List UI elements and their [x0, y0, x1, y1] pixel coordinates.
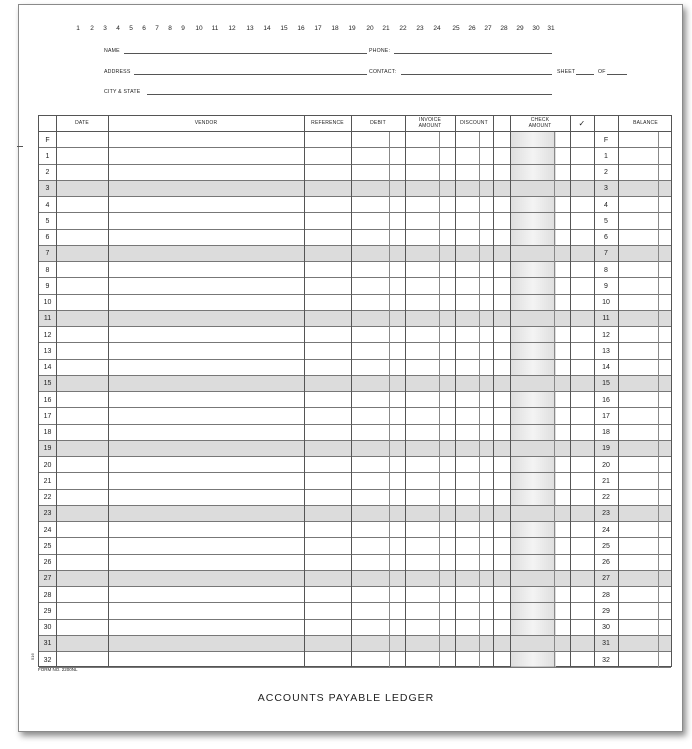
row-number-left: 28	[43, 591, 52, 599]
row-number-right: 31	[602, 640, 610, 648]
day-number: 9	[181, 25, 185, 32]
row-number-right: 32	[602, 656, 610, 664]
day-number: 22	[399, 25, 407, 32]
col-reference: REFERENCE	[311, 119, 344, 126]
column-divider	[618, 116, 619, 667]
table-row[interactable]	[39, 343, 671, 359]
table-row[interactable]	[39, 295, 671, 311]
row-number-right: 21	[602, 477, 610, 485]
of-label: OF	[598, 69, 606, 75]
row-number-right: 10	[602, 299, 610, 306]
page-title: ACCOUNTS PAYABLE LEDGER	[257, 692, 435, 704]
row-number-right: 1	[604, 152, 608, 160]
row-number-left: 30	[43, 624, 52, 631]
day-number: 11	[211, 25, 219, 32]
row-number-left: 31	[43, 640, 52, 648]
table-row[interactable]	[39, 197, 671, 213]
row-number-left: 25	[43, 542, 52, 550]
day-number: 28	[500, 25, 508, 32]
row-number-right: 30	[602, 624, 610, 631]
table-row[interactable]	[39, 473, 671, 489]
row-number-left: F	[45, 136, 50, 144]
row-number-left: 23	[43, 510, 52, 518]
day-number: 25	[452, 25, 460, 32]
table-row[interactable]	[39, 441, 671, 457]
row-number-right: 16	[602, 396, 610, 404]
column-divider	[455, 116, 456, 667]
form-number: FORM NO. 2200NL	[38, 667, 78, 672]
row-number-left: 16	[43, 396, 52, 404]
day-number: 2	[90, 25, 94, 32]
row-number-left: 2	[45, 169, 50, 176]
row-number-right: 13	[602, 347, 610, 355]
table-row[interactable]	[39, 262, 671, 278]
row-number-right: 5	[604, 217, 608, 225]
row-number-left: 29	[43, 607, 52, 615]
col-date: DATE	[75, 119, 89, 126]
ledger-table	[38, 115, 672, 667]
row-number-right: 6	[604, 234, 608, 241]
table-row[interactable]	[39, 538, 671, 554]
row-number-right: 8	[604, 266, 608, 274]
column-divider	[510, 116, 511, 667]
contact-line[interactable]	[401, 74, 552, 75]
table-row[interactable]	[39, 392, 671, 408]
table-row[interactable]	[39, 311, 671, 327]
table-row[interactable]	[39, 165, 671, 181]
row-number-right: 28	[602, 591, 610, 599]
cents-divider	[658, 132, 659, 667]
table-header	[39, 116, 671, 132]
table-row[interactable]	[39, 408, 671, 424]
row-number-right: 17	[602, 412, 610, 420]
row-number-left: 18	[43, 429, 52, 436]
day-number: 8	[168, 25, 172, 32]
row-number-right: 14	[602, 364, 610, 371]
sheet-line[interactable]	[576, 74, 594, 75]
phone-label: PHONE:	[369, 48, 391, 54]
day-number: 18	[331, 25, 339, 32]
row-number-left: 19	[43, 445, 52, 453]
row-number-left: 24	[43, 526, 52, 534]
address-line[interactable]	[134, 74, 367, 75]
row-number-left: 27	[43, 575, 52, 583]
name-line[interactable]	[124, 53, 367, 54]
column-divider	[405, 116, 406, 667]
table-row[interactable]	[39, 490, 671, 506]
row-number-right: 25	[602, 542, 610, 550]
city-state-label: CITY & STATE	[104, 89, 141, 95]
row-number-left: 22	[43, 494, 52, 501]
row-number-left: 9	[45, 282, 50, 290]
day-number: 6	[142, 25, 146, 32]
table-row[interactable]	[39, 230, 671, 246]
table-row[interactable]	[39, 457, 671, 473]
day-number: 16	[297, 25, 305, 32]
day-number: 5	[129, 25, 133, 32]
column-divider	[570, 116, 571, 667]
table-row[interactable]	[39, 571, 671, 587]
table-row[interactable]	[39, 278, 671, 294]
column-divider	[594, 116, 595, 667]
table-row[interactable]	[39, 506, 671, 522]
table-row[interactable]	[39, 148, 671, 164]
cents-divider	[479, 132, 480, 667]
day-number: 21	[382, 25, 390, 32]
row-number-right: 26	[602, 559, 610, 566]
row-number-left: 20	[43, 461, 52, 469]
cents-divider	[389, 132, 390, 667]
row-number-left: 7	[45, 250, 50, 258]
row-number-left: 26	[43, 559, 52, 566]
day-number: 15	[280, 25, 288, 32]
day-number: 10	[195, 25, 203, 32]
day-number: 23	[416, 25, 424, 32]
margin-tick	[17, 146, 23, 147]
table-row[interactable]	[39, 376, 671, 392]
row-number-left: 32	[43, 656, 52, 664]
table-row[interactable]	[39, 652, 671, 668]
row-number-right: 29	[602, 607, 610, 615]
day-number: 13	[246, 25, 254, 32]
row-number-left: 11	[43, 315, 52, 323]
table-row[interactable]	[39, 636, 671, 652]
day-numbers	[0, 25, 692, 35]
day-number: 20	[366, 25, 374, 32]
day-number: 26	[468, 25, 476, 32]
table-row[interactable]	[39, 132, 671, 148]
col-check-amount: CHECK AMOUNT	[528, 117, 552, 129]
day-number: 17	[314, 25, 322, 32]
row-number-right: 22	[602, 494, 610, 501]
column-divider	[351, 116, 352, 667]
table-row[interactable]	[39, 327, 671, 343]
table-row[interactable]	[39, 620, 671, 636]
table-row[interactable]	[39, 522, 671, 538]
of-line[interactable]	[607, 74, 627, 75]
row-number-right: 23	[602, 510, 610, 518]
row-number-left: 21	[43, 477, 52, 485]
cents-divider	[439, 132, 440, 667]
row-number-right: 19	[602, 445, 610, 453]
row-number-left: 6	[45, 234, 50, 241]
day-number: 31	[547, 25, 555, 32]
day-number: 29	[516, 25, 524, 32]
row-number-left: 3	[45, 185, 50, 193]
day-number: 14	[263, 25, 271, 32]
cents-divider	[554, 132, 555, 667]
row-number-left: 10	[43, 299, 52, 306]
row-number-right: 15	[602, 380, 610, 388]
row-number-right: 7	[604, 250, 608, 258]
row-number-right: 27	[602, 575, 610, 583]
row-number-left: 8	[45, 266, 50, 274]
side-code: 516	[30, 653, 35, 660]
column-divider	[56, 116, 57, 667]
day-number: 24	[433, 25, 441, 32]
name-label: NAME	[104, 48, 120, 54]
column-divider	[108, 116, 109, 667]
city-state-line[interactable]	[147, 94, 552, 95]
table-row[interactable]	[39, 246, 671, 262]
row-number-right: F	[603, 136, 609, 144]
col-vendor: VENDOR	[194, 119, 218, 126]
table-row[interactable]	[39, 213, 671, 229]
row-number-right: 18	[602, 429, 610, 436]
contact-label: CONTACT:	[369, 69, 397, 75]
row-number-right: 11	[602, 315, 610, 323]
col-balance: BALANCE	[633, 119, 658, 126]
col-discount: DISCOUNT	[460, 119, 488, 126]
row-number-right: 4	[604, 201, 608, 209]
row-number-left: 13	[43, 347, 52, 355]
table-row[interactable]	[39, 181, 671, 197]
sheet-label: SHEET	[557, 69, 576, 75]
row-number-left: 1	[45, 152, 50, 160]
table-row[interactable]	[39, 587, 671, 603]
check-mark-icon: ✓	[578, 118, 586, 128]
row-number-right: 3	[604, 185, 608, 193]
row-number-left: 5	[45, 217, 50, 225]
row-number-right: 12	[602, 331, 610, 339]
day-number: 4	[116, 25, 120, 32]
col-invoice-amount: INVOICE AMOUNT	[418, 117, 442, 129]
address-label: ADDRESS	[104, 69, 131, 75]
column-divider	[493, 116, 494, 667]
day-number: 3	[103, 25, 107, 32]
phone-line[interactable]	[394, 53, 552, 54]
row-number-left: 14	[43, 364, 52, 371]
row-number-right: 24	[602, 526, 610, 534]
table-row[interactable]	[39, 360, 671, 376]
day-number: 7	[155, 25, 159, 32]
column-divider	[304, 116, 305, 667]
day-number: 12	[228, 25, 236, 32]
row-number-left: 12	[43, 331, 52, 339]
day-number: 30	[532, 25, 540, 32]
table-row[interactable]	[39, 603, 671, 619]
row-number-right: 2	[604, 169, 608, 176]
row-number-right: 20	[602, 461, 610, 469]
row-number-left: 17	[43, 412, 52, 420]
row-number-right: 9	[604, 282, 608, 290]
col-debit: DEBIT	[370, 119, 386, 126]
day-number: 19	[348, 25, 356, 32]
row-number-left: 4	[45, 201, 50, 209]
day-number: 1	[76, 25, 80, 32]
table-row[interactable]	[39, 555, 671, 571]
table-row[interactable]	[39, 425, 671, 441]
day-number: 27	[484, 25, 492, 32]
row-number-left: 15	[43, 380, 52, 388]
